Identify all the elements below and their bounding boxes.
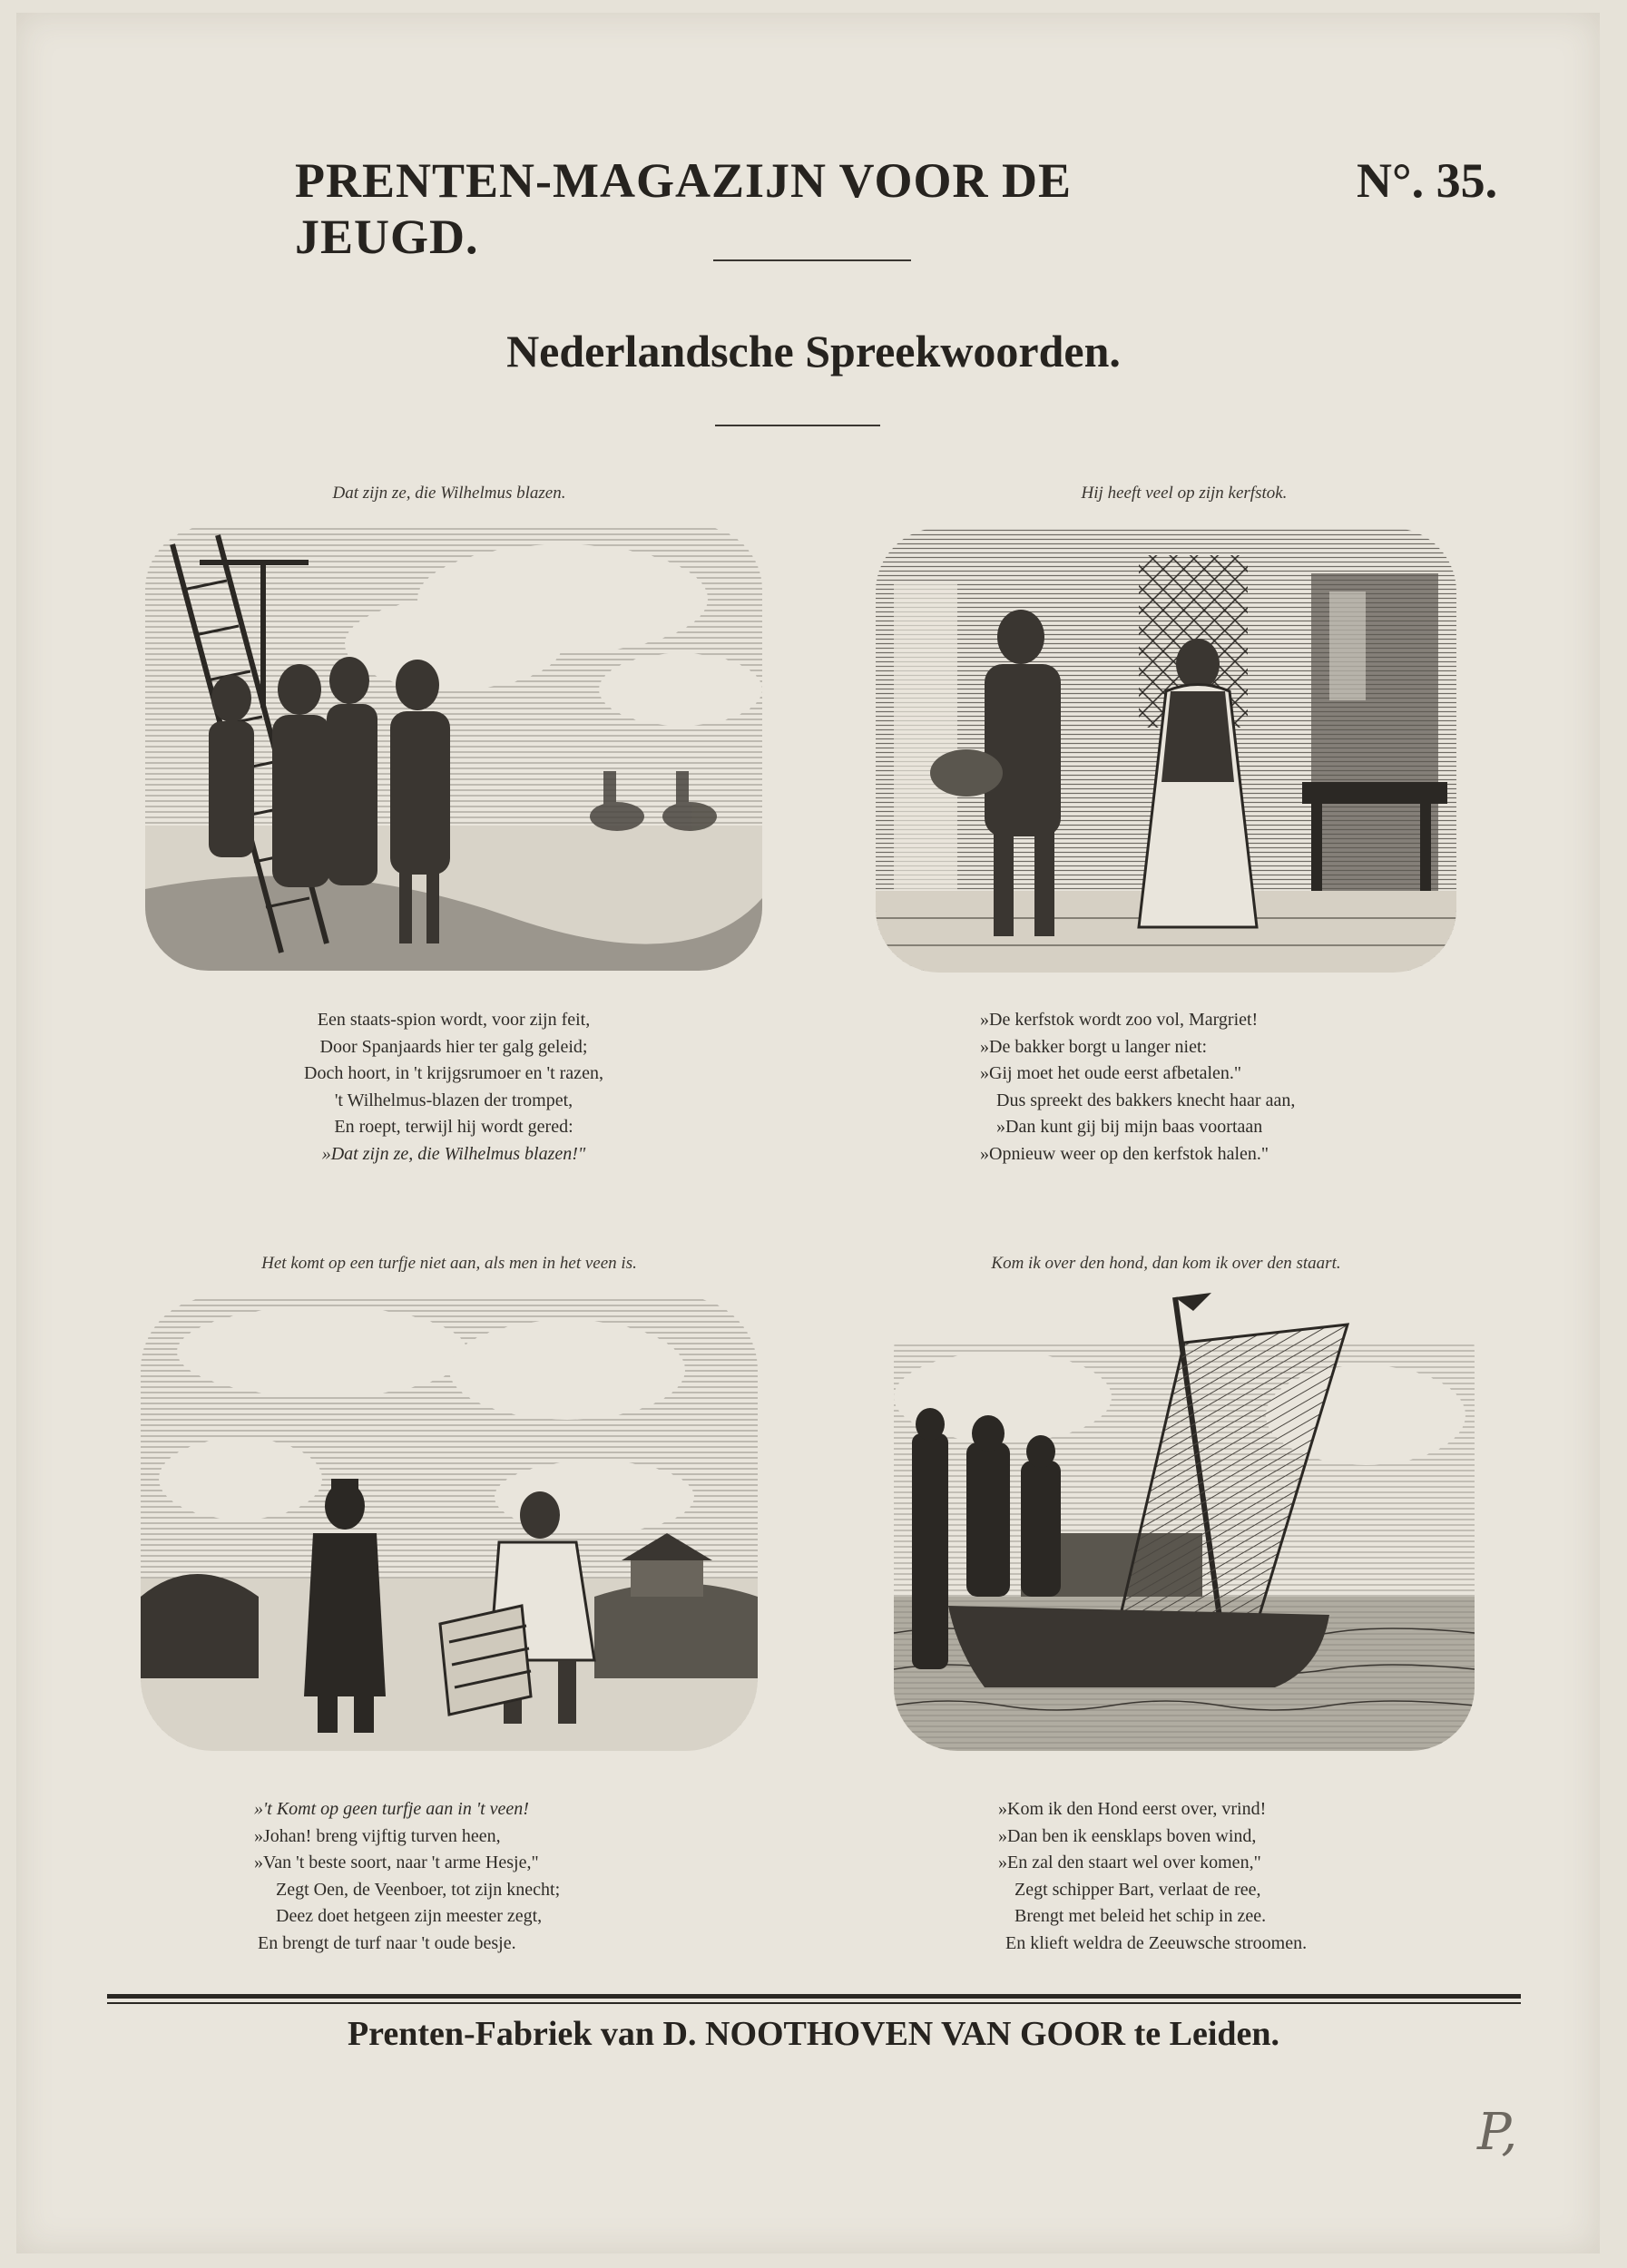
- verse: [163, 1007, 744, 1168]
- verse-line: Zegt schipper Bart, verlaat de ree,: [1014, 1879, 1261, 1900]
- verse-line: Dus spreekt des bakkers knecht haar aan,: [996, 1090, 1296, 1110]
- verse-line: »Dan ben ik eensklaps boven wind,: [998, 1825, 1257, 1846]
- verse-line: En brengt de turf naar 't oude besje.: [258, 1932, 516, 1953]
- verse-line: En klieft weldra de Zeeuwsche stroomen.: [1005, 1932, 1308, 1953]
- verse-line: »Van 't beste soort, naar 't arme Hesje,": [254, 1853, 539, 1872]
- verse-line: Brengt met beleid het schip in zee.: [1014, 1906, 1267, 1926]
- peat-farmer-basket-engraving: [141, 1297, 758, 1751]
- verse: [218, 1796, 690, 1957]
- footer-rule: [107, 1994, 1521, 1999]
- publisher-footer: Prenten-Fabriek van D. NOOTHOVEN VAN GOOR te Leiden.: [347, 2015, 1280, 2053]
- verse-line: Doch hoort, in 't krijgsrumoer en 't razen,: [304, 1063, 603, 1083]
- divider-rule: [715, 425, 880, 426]
- panel-caption: Kom ik over den hond, dan kom ik over den staart.: [991, 1254, 1341, 1273]
- verse-line: »Dat zijn ze, die Wilhelmus blazen!": [321, 1143, 586, 1164]
- verse-line: Door Spanjaards hier ter galg geleid;: [319, 1036, 588, 1057]
- panel-caption: Het komt op een turfje niet aan, als men in het veen is.: [261, 1254, 637, 1273]
- verse-line: Een staats-spion wordt, voor zijn feit,: [317, 1010, 591, 1030]
- verse-line: »En zal den staart wel over komen,": [998, 1853, 1261, 1872]
- verse: [953, 1007, 1406, 1168]
- verse-line: »'t Komt op geen turfje aan in 't veen!: [254, 1799, 529, 1819]
- verse-line: »De kerfstok wordt zoo vol, Margriet!: [980, 1010, 1259, 1030]
- issue-number: N°. 35.: [1357, 153, 1498, 208]
- verse-line: 't Wilhelmus-blazen der trompet,: [334, 1090, 573, 1110]
- divider-rule: [713, 259, 911, 261]
- verse-line: »Opnieuw weer op den kerfstok halen.": [980, 1143, 1269, 1164]
- verse-line: Zegt Oen, de Veenboer, tot zijn knecht;: [276, 1879, 561, 1900]
- verse-line: En roept, terwijl hij wordt gered:: [334, 1117, 573, 1137]
- subtitle: Nederlandsche Spreekwoorden.: [506, 326, 1121, 376]
- verse-line: »Johan! breng vijftig turven heen,: [254, 1825, 501, 1846]
- panel-caption: Dat zijn ze, die Wilhelmus blazen.: [332, 484, 566, 503]
- page-title: PRENTEN-MAGAZIJN VOOR DE JEUGD.: [295, 153, 1072, 264]
- verse-line: »Gij moet het oude eerst afbetalen.": [980, 1063, 1242, 1083]
- panel-caption: Hij heeft veel op zijn kerfstok.: [1081, 484, 1288, 503]
- handwritten-mark: P,: [1477, 2103, 1518, 2162]
- verse-line: »Kom ik den Hond eerst over, vrind!: [998, 1799, 1267, 1819]
- verse: [962, 1796, 1434, 1957]
- verse-line: »Dan kunt gij bij mijn baas voortaan: [996, 1117, 1263, 1137]
- baker-woman-interior-engraving: [876, 528, 1456, 973]
- sailing-boat-harbour-engraving: [894, 1288, 1475, 1751]
- gallows-soldiers-engraving: [145, 526, 762, 971]
- verse-line: »De bakker borgt u langer niet:: [980, 1036, 1208, 1057]
- verse-line: Deez doet hetgeen zijn meester zegt,: [276, 1906, 543, 1926]
